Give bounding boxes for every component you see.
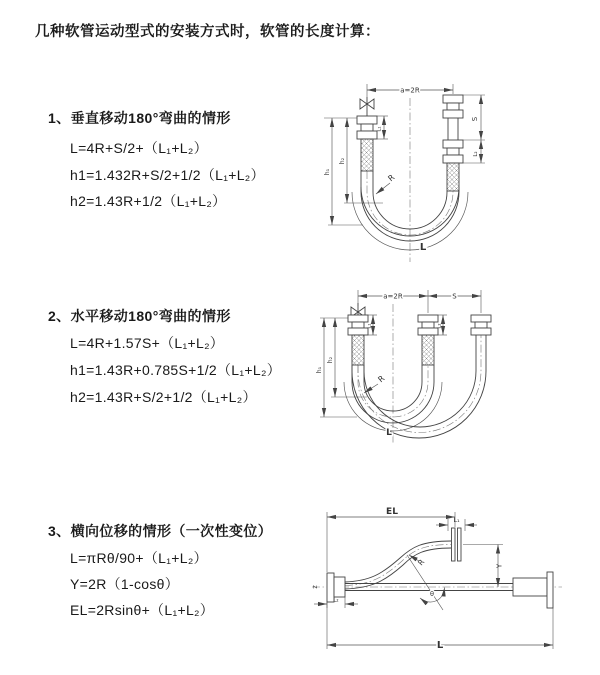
radius-label: R [386,172,397,184]
curve-centerline [345,545,451,586]
radius-label: R [415,557,427,568]
section-2-formula-h1: h1=1.43R+0.785S+1/2（L₁+L₂） [70,362,281,378]
dim-label-a2r: a=2R [383,292,403,301]
dim-label-l1: L₁ [366,323,373,329]
dim-label-h1: h₁ [324,168,331,176]
diagram-lateral-displacement [300,498,600,663]
angle-label: θ [430,590,434,598]
dim-label-l1: L₁ [376,126,383,132]
right-fitting-upper [443,95,463,118]
dim-label-y: Y [495,563,504,569]
section-1-formula-L: L=4R+S/2+（L₁+L₂） [70,140,208,156]
dim-label-l2: L₂ [473,151,479,157]
dim-label-h2: h₂ [327,356,334,364]
pipe-break-mark: Z [311,585,317,589]
right-fitting [471,315,491,335]
section-3-formula-Y: Y=2R（1-cosθ） [70,576,180,592]
section-3-formula-L: L=πRθ/90+（L₁+L₂） [70,550,208,566]
braided-hose-right [447,163,459,191]
hose-u-bend-position2 [352,335,486,438]
center-fitting [418,315,438,335]
length-label: L [436,640,444,651]
section-3-formula-EL: EL=2Rsinθ+（L₁+L₂） [70,602,215,618]
radius-leader [376,183,390,194]
right-pipe [448,118,458,140]
radius-label: R [376,373,387,385]
extension-lines [320,290,481,417]
diagram-vertical-180-bend [308,76,598,276]
length-label: L [386,428,392,438]
left-fitting [357,116,377,139]
section-2-formula-h2: h2=1.43R+S/2+1/2（L₁+L₂） [70,389,257,405]
section-3-heading: 3、横向位移的情形（一次性变位） [48,523,273,539]
valve-icon [360,97,374,116]
parts [348,303,491,438]
dim-label-l2: L₂ [436,323,443,329]
diagram-horizontal-180-bend [305,282,597,467]
section-1-formula-h1: h1=1.432R+S/2+1/2（L₁+L₂） [70,167,265,183]
dim-label-l1: L₁ [453,516,460,524]
left-fitting [348,315,368,335]
section-1-formula-h2: h2=1.43R+1/2（L₁+L₂） [70,193,227,209]
dimension-lines [324,296,481,431]
curved-hose [345,541,451,589]
dim-label-a2r: a=2R [400,86,420,95]
hose-centerline-2 [358,335,481,433]
dim-label-s: S [452,292,457,301]
upper-flange [452,528,462,561]
length-label: L [419,242,427,253]
dim-label-l2: L₂ [333,597,339,604]
braided-hose-center [422,335,434,365]
parts [327,528,553,608]
dim-label-el: EL [386,507,398,517]
right-fitting [513,572,553,608]
section-2-heading: 2、水平移动180°弯曲的情形 [48,308,231,324]
page-title: 几种软管运动型式的安装方式时，软管的长度计算： [35,24,380,40]
braided-hose-left [352,335,364,365]
dim-label-h1: h₁ [316,366,323,374]
dim-label-s: S [471,116,479,122]
section-2-formula-L: L=4R+1.57S+（L₁+L₂） [70,335,225,351]
section-1-heading: 1、垂直移动180°弯曲的情形 [48,110,231,126]
braided-hose-left [361,139,373,171]
dim-label-h2: h₂ [339,157,346,165]
centerlines [367,98,453,262]
extension-lines [324,84,485,225]
right-fitting-lower [443,140,463,163]
